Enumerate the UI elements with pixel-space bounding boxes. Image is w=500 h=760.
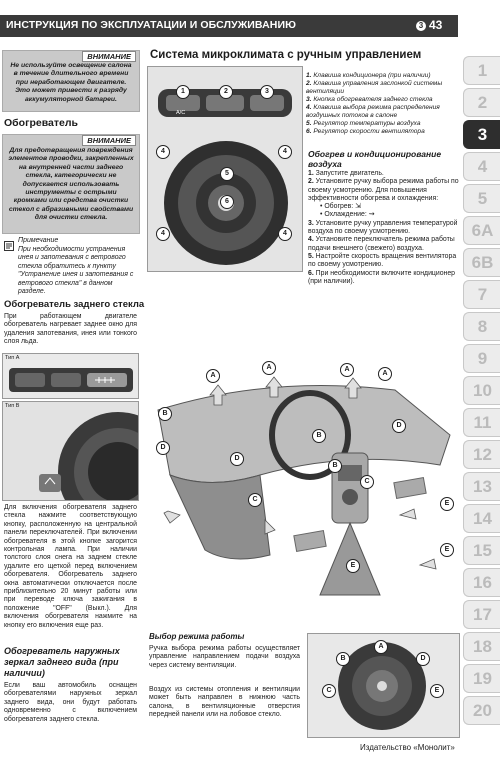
chapter-tab[interactable]: 8	[463, 312, 500, 341]
lighting-warning-box	[2, 50, 140, 112]
chapter-tab[interactable]: 20	[463, 696, 500, 725]
airflow-label-e: E	[440, 543, 454, 557]
page-header	[0, 0, 500, 38]
defroster-panel-type-a-figure	[2, 353, 139, 399]
chapter-tab[interactable]: 19	[463, 664, 500, 693]
airflow-label-a: A	[206, 369, 220, 383]
step-item: 5. Настройте скорость вращения вентилятора по своему усмотрению.	[308, 252, 457, 269]
callout-1: 1	[176, 85, 190, 99]
callout-6: 6	[220, 195, 234, 209]
rear-defroster-intro: При работающем двигателе обогреватель нагревает заднее окно для удаления запотевания, инея или тонкого слоя льда.	[4, 313, 137, 346]
legend-item: 6. Регулятор скорости вентилятора	[306, 128, 425, 135]
step-item: 2. Установите ручку выбора режима работы по своему усмотрению. Для повышения эффективности обогрева и охлаждения:	[308, 178, 459, 202]
callout-4-lower-right: 4	[278, 227, 292, 241]
callout-4-lower-left: 4	[156, 227, 170, 241]
legend-item: 3. Кнопка обогревателя заднего стекла	[306, 96, 433, 103]
climate-legend	[306, 72, 458, 136]
airflow-label-a: A	[340, 363, 354, 377]
chapter-tab[interactable]: 4	[463, 152, 500, 181]
step-item: 4. Установите переключатель режима работы подачи внешнего (свежего) воздуха.	[308, 236, 455, 252]
chapter-tab[interactable]: 6B	[463, 248, 500, 277]
airflow-label-d: D	[230, 452, 244, 466]
airflow-label-c: C	[248, 493, 262, 507]
header-page-number	[416, 18, 442, 32]
legend-item: 5. Регулятор температуры воздуха	[306, 120, 421, 127]
climate-title: Система микроклимата с ручным управлением	[150, 49, 422, 61]
legend-item: 1. Клавиша кондиционера (при наличии)	[306, 72, 431, 79]
type-b-label: Тип В	[5, 403, 20, 409]
airflow-label-b: B	[312, 429, 326, 443]
heating-subtitle: Обогрев и кондиционирование воздуха	[308, 149, 442, 169]
heating-steps	[308, 170, 460, 286]
airflow-label-e: E	[440, 497, 454, 511]
callout-3: 3	[260, 85, 274, 99]
callout-4-left: 4	[156, 145, 170, 159]
step-item: • Обогрев: ⇲	[320, 203, 361, 211]
chapter-tab[interactable]: 1	[463, 56, 500, 85]
mode-section-title: Выбор режима работы	[149, 632, 245, 641]
type-b-panel-drawing	[3, 402, 138, 500]
step-item: • Охлаждение: ⇝	[320, 211, 375, 219]
chapter-mark-icon: 3	[416, 21, 426, 31]
chapter-tab[interactable]: 12	[463, 440, 500, 469]
mode-section-text2: Воздух из системы отопления и вентиляции может быть направлен в нижнюю часть салона, в вентиляционные отверстия передней панели или на лобовое стекло.	[149, 686, 300, 719]
heater-warning-text: Для предотвращения повреждения элементов проводки, закрепленных на внутренней части заднего стекла, категорически не допускается использовать инструменты с острыми кромками или средства очистки стекол с абразивными свойствами для очистки стекла.	[8, 147, 134, 222]
warning-label: ВНИМАНИЕ	[82, 51, 136, 62]
airflow-label-c: C	[360, 475, 374, 489]
mirror-heater-title: Обогреватель наружных зеркал заднего вида (при наличии)	[4, 646, 120, 678]
type-a-label: Тип А	[5, 355, 20, 361]
ac-button-label: A/C	[176, 110, 186, 116]
chapter-tab[interactable]: 17	[463, 600, 500, 629]
mode-label-c: C	[322, 684, 336, 698]
legend-item: 4. Клавиша выбора режима распределения воздушных потоков в салоне	[306, 104, 440, 119]
callout-2: 2	[219, 85, 233, 99]
chapter-tab[interactable]: 9	[463, 344, 500, 373]
chapter-tab[interactable]: 11	[463, 408, 500, 437]
cooling-mode-icon: ⇝	[368, 211, 375, 219]
callout-5: 5	[220, 167, 234, 181]
note-icon	[4, 241, 14, 251]
mode-label-d: D	[416, 652, 430, 666]
mode-label-a: A	[374, 640, 388, 654]
chapter-tab[interactable]: 5	[463, 184, 500, 213]
publisher: Издательство «Монолит»	[360, 743, 455, 752]
rear-defroster-body: Для включения обогревателя заднего стекла нажмите соответствующую кнопку, расположенную на центральной панели переключателей. При включении обогревателя в этой кнопке загорится контрольная лампа. При наличии толстого слоя снега на заднем стекле удалите его щеткой перед включением обогревателя. Обогреватель заднего окна автоматически отключается после приблизительно 20 минут работы или при переводе ключа зажигания в положение "OFF" (Выкл.). Для включения обогревателя нажмите на кнопку его включения еще раз.	[4, 504, 137, 629]
heater-section-title: Обогреватель	[4, 117, 78, 129]
chapter-tab[interactable]: 16	[463, 568, 500, 597]
step-item: 6. При необходимости включите кондиционер (при наличии).	[308, 269, 456, 285]
chapter-tab[interactable]: 18	[463, 632, 500, 661]
chapter-tab[interactable]: 13	[463, 472, 500, 501]
step-item: 1. Запустите двигатель.	[308, 170, 384, 177]
chapter-tab-active[interactable]: 3	[463, 120, 500, 149]
chapter-tab[interactable]: 10	[463, 376, 500, 405]
airflow-label-b: B	[328, 459, 342, 473]
chapter-tab[interactable]: 15	[463, 536, 500, 565]
airflow-label-b: B	[158, 407, 172, 421]
callout-4-right: 4	[278, 145, 292, 159]
heater-warning-box	[2, 134, 140, 234]
mode-label-e: E	[430, 684, 444, 698]
airflow-label-d: D	[392, 419, 406, 433]
heating-mode-icon: ⇲	[355, 203, 361, 211]
mode-label-b: B	[336, 652, 350, 666]
dashboard-drawing	[150, 355, 456, 625]
rear-defroster-title: Обогреватель заднего стекла	[4, 299, 145, 310]
chapter-tab[interactable]: 14	[463, 504, 500, 533]
note-text: При необходимости устранения инея и запотевания с ветрового стекла обратитесь к пункту "Устранение инея и запотевания с ветрового стекла" в данном разделе.	[18, 246, 134, 296]
climate-panel-figure	[147, 66, 303, 272]
note-label: Примечание	[18, 237, 59, 244]
type-a-panel-drawing	[3, 354, 138, 398]
mirror-heater-text: Если ваш автомобиль оснащен обогревателями наружных зеркал заднего вида, они будут работать одновременно с включением обогревателя заднего стекла.	[4, 682, 137, 723]
chapter-tab[interactable]: 6A	[463, 216, 500, 245]
airflow-label-a: A	[262, 361, 276, 375]
warning-text: Не используйте освещение салона в течение длительного времени при неработающем двигателе. Это может привести к разряду аккумуляторной батареи.	[10, 62, 132, 103]
step-item: 3. Установите ручку управления температурой воздуха по своему усмотрению.	[308, 219, 458, 236]
airflow-label-d: D	[156, 441, 170, 455]
mode-section-text1: Ручка выбора режима работы осуществляет управление направлением подачи воздуха через систему вентиляции.	[149, 645, 300, 669]
defroster-panel-type-b-figure	[2, 401, 139, 501]
chapter-tab[interactable]: 2	[463, 88, 500, 117]
dashboard-airflow-figure	[150, 355, 456, 625]
page-number: 43	[429, 18, 443, 32]
legend-item: 2. Клавиша управления заслонкой системы вентиляции	[306, 80, 443, 95]
airflow-label-e: E	[346, 559, 360, 573]
mode-knob-figure	[307, 633, 460, 738]
airflow-label-a: A	[378, 367, 392, 381]
chapter-tab[interactable]: 7	[463, 280, 500, 309]
heater-warning-label: ВНИМАНИЕ	[82, 135, 136, 146]
header-title: ИНСТРУКЦИЯ ПО ЭКСПЛУАТАЦИИ И ОБСЛУЖИВАНИЮ	[6, 19, 297, 31]
